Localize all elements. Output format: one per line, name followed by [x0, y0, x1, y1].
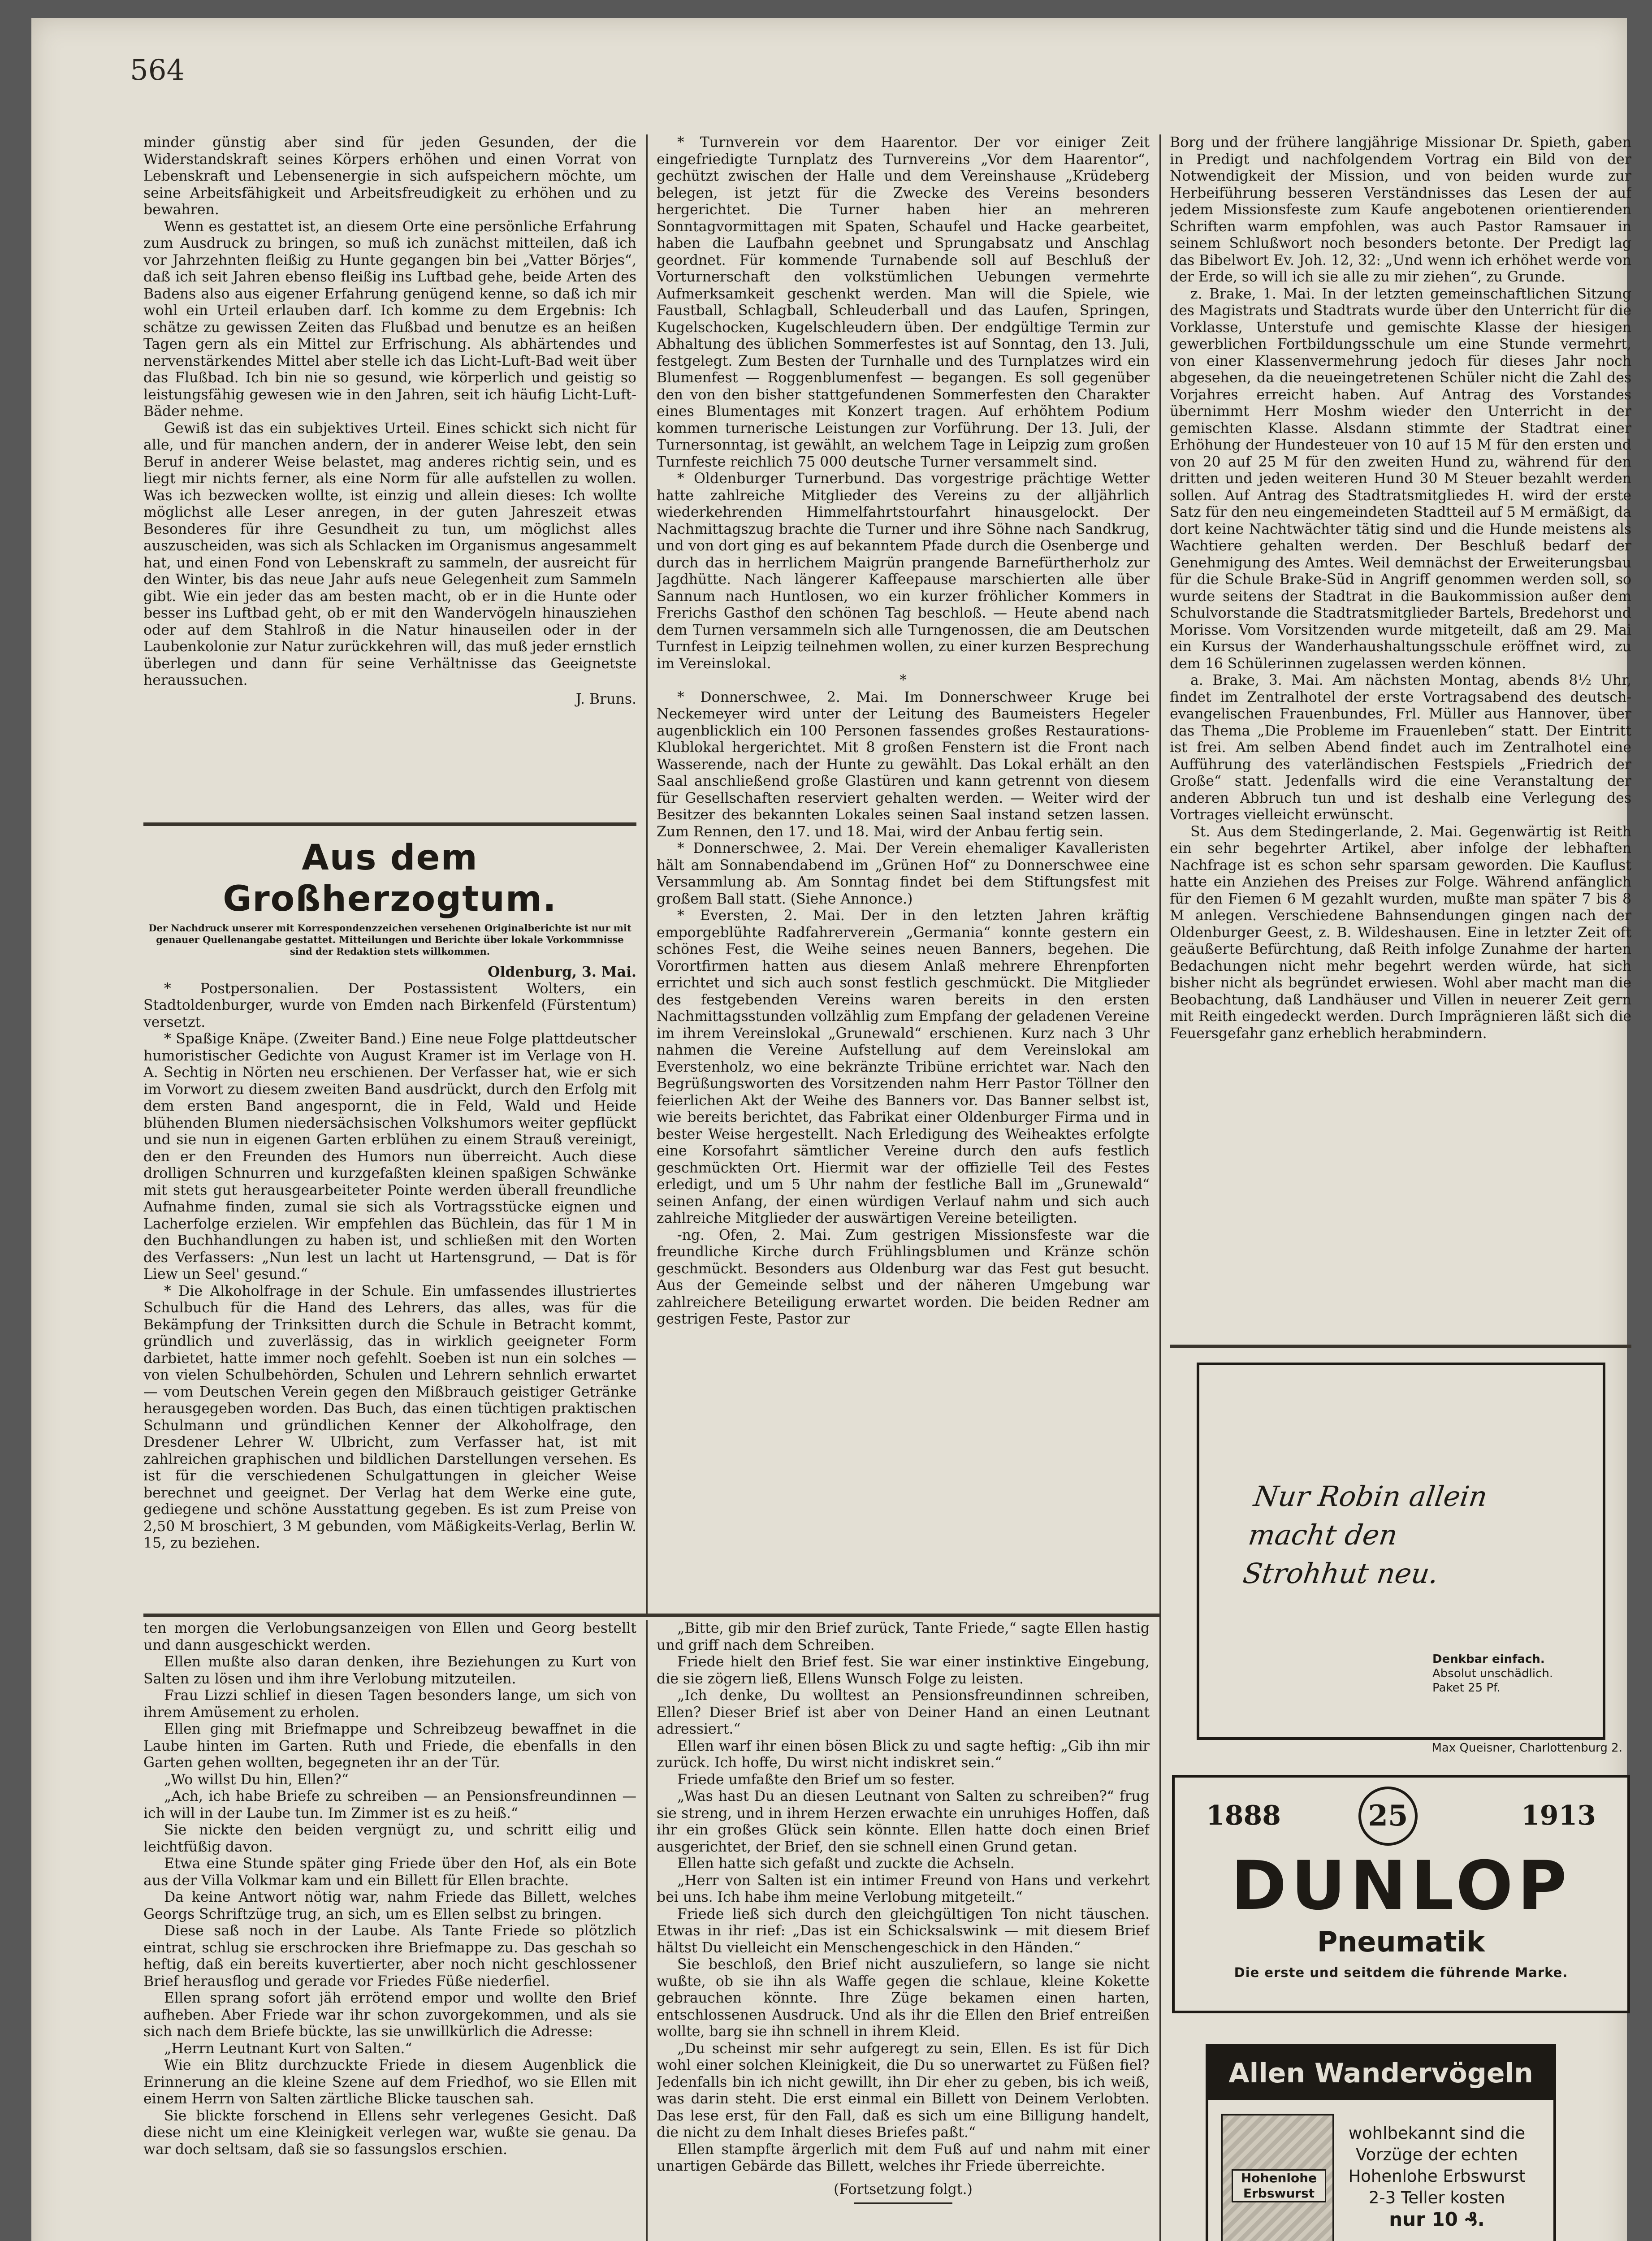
feuilleton-divider [143, 1614, 1159, 1617]
serial-paragraph: Etwa eine Stunde später ging Friede über den Hof, als ein Bote aus der Villa Volkmar kam und ein Billett für Ellen brachte. [143, 1856, 636, 1889]
erbswurst-package-illustration [1221, 2114, 1334, 2241]
serial-paragraph: „Du scheinst mir sehr aufgeregt zu sein, Ellen. Es ist für Dich wohl einer solchen Kleinigkeit, die Du so unerwartet zu Füßen fiel? Jedenfalls bin ich nicht gewillt, ihn Dir eher zu geben, bis ich weiß, was darin steht. Die erst einmal ein Billett von Deinem Verlobten. Das lese erst, für den Fall, daß es sich um eine Billigung handelt, die nicht zu dem Inhalt dieses Briefes paßt.“ [657, 2040, 1150, 2141]
article-paragraph: * Eversten, 2. Mai. Der in den letzten Jahren kräftig emporgeblühte Radfahrerverein „Germania“ konnte gestern ein schönes Fest, die Weihe seines neuen Banners, begehen. Die Vorortfirmen hatten aus diesem Anlaß mehrere Ehrenpforten errichtet und sich auch sonst festlich geschmückt. Die Mitglieder des festgebenden Vereins waren bereits in den ersten Nachmittagsstunden vollzählig zum Empfang der geladenen Vereine im ihrem Vereinslokal „Grunewald“ erschienen. Kurz nach 3 Uhr nahmen die Vereine Aufstellung auf dem Vereinslokal am Everstenholz, wo eine bekränzte Tribüne errichtet war. Nach den Begrüßungsworten des Vorsitzenden nahm Herr Pastor Töllner den feierlichen Akt der Weihe des Banners vor. Das Banner selbst ist, wie bereits berichtet, das Fabrikat einer Oldenburger Firma und in bester Weise hergestellt. Nach Erledigung des Weiheaktes erfolgte eine Korsofahrt sämtlicher Vereine durch den aufs festlich geschmückten Ort. Hiermit war der offizielle Teil des Festes erledigt, und um 5 Uhr nahm der festliche Ball im „Grunewald“ seinen Anfang, der einen würdigen Verlauf nahm und sich auch zahlreiche Mitglieder der auswärtigen Vereine beteiligten. [657, 908, 1150, 1226]
column-1-top [143, 134, 636, 820]
ad-dunlop-product: Pneumatik [1317, 1925, 1485, 1958]
article-paragraph: Borg und der frühere langjährige Missionar Dr. Spieth, gaben in Predigt und nachfolgendem Vortrag ein Bild von der Notwendigkeit der Mission, und von beiden wurde zur Herbeiführung besseren Verständnisses das Lesen der auf jedem Missionsfeste zum Kaufe angebotenen orientierenden Schriften warm empfohlen, was auch Pastor Ramsauer in seinem Schlußwort noch besonders betonte. Der Predigt lag das Bibelwort Ev. Joh. 12, 32: „Und wenn ich erhöhet werde von der Erde, so will ich sie alle zu mir ziehen“, zu Grunde. [1170, 134, 1631, 285]
serial-paragraph: „Herrn Leutnant Kurt von Salten.“ [164, 2040, 412, 2057]
serial-paragraph: ten morgen die Verlobungsanzeigen von Ellen und Georg bestellt und dann ausgeschickt werden. [143, 1620, 636, 1653]
article-paragraph: * Postpersonalien. Der Postassistent Wolters, ein Stadtoldenburger, wurde von Emden nach Birkenfeld (Fürstentum) versetzt. [143, 980, 636, 1030]
article-paragraph: z. Brake, 1. Mai. In der letzten gemeinschaftlichen Sitzung des Magistrats und Stadtrats wurde über den Unterricht für die Vorklasse, Unterstufe und gemischte Klasse der hiesigen gewerblichen Fortbildungsschule um eine Stunde vermehrt, von einer Klassenvermehrung jedoch für dieses Jahr noch abgesehen, da die neueingetretenen Schüler nicht die Zahl des Vorjahres erreicht haben. Auf Antrag des Vorstandes übernimmt Herr Moshm wieder den Unterricht in der gemischten Klasse. Alsdann stimmte der Stadtrat einer Erhöhung der Hundesteuer von 10 auf 15 M für den ersten und von 20 auf 25 M für den zweiten Hund zu, während für den dritten und jeden weiteren Hund 30 M Steuer bezahlt werden sollen. Auf Antrag des Stadtratsmitgliedes H. wird der erste Satz für den neu eingemeindeten Stadtteil auf 5 M ermäßigt, da dort keine Nachtwächter tätig sind und die Hunde meistens als Wachtiere gehalten werden. Der Beschluß bedarf der Genehmigung des Amtes. Weil demnächst der Erweiterungsbau für die Schule Brake-Süd in Angriff genommen werden soll, so wurde seitens der Stadtrat in die Baukommission außer dem Schulvorstande die Stadtratsmitglieder Bartels, Bredehorst und Morisse. Vom Vorsitzenden wurde mitgeteilt, daß am 29. Mai ein Kursus der Wanderhaushaltungsschule eröffnet wird, zu dem 16 Schülerinnen zugelassen werden können. [1170, 286, 1631, 672]
article-paragraph: Wenn es gestattet ist, an diesem Orte eine persönliche Erfahrung zum Ausdruck zu bringen, so muß ich zunächst mitteilen, daß ich vor Jahrzehnten fleißig zu Hunte gegangen bin bei „Vatter Börjes“, daß ich seit Jahren ebenso fleißig ins Luftbad gehe, beide Arten des Badens also aus eigener Erfahrung genügend kenne, so daß ich mir wohl ein Urteil erlauben darf. Ich komme zu dem Ergebnis: Ich schätze zu gewissen Zeiten das Flußbad und benutze es an heißen Tagen gern als ein Mittel zur Erfrischung. Als abhärtendes und nervenstärkendes Mittel aber stelle ich das Licht-Luft-Bad weit über das Flußbad. Ich bin nie so gesund, wie körperlich und geistig so leistungsfähig gewesen wie in den Jahren, seit ich häufig Licht-Luft-Bäder nehme. [143, 218, 636, 420]
ad-robin-footer: Max Queisner, Charlottenburg 2. [1431, 1741, 1622, 1755]
column-1-section [143, 829, 636, 1600]
ad-dunlop-tagline: Die erste und seitdem die führende Marke. [1234, 1965, 1568, 1980]
ad-wandervoegel-line1: wohlbekannt sind die [1348, 2124, 1526, 2143]
serial-paragraph: Ellen hatte sich gefaßt und zuckte die Achseln. [677, 1856, 1015, 1872]
serial-paragraph: Ellen mußte also daran denken, ihre Beziehungen zu Kurt von Salten zu lösen und ihm ihre Verlobung mitzuteilen. [143, 1654, 636, 1687]
serial-paragraph: Sie blickte forschend in Ellens sehr verlegenes Gesicht. Daß diese nicht um eine Kleinigkeit verlegen war, wußte sie genau. Da war doch seltsam, daß sie so fassungslos erschien. [143, 2107, 636, 2158]
article-paragraph: * Die Alkoholfrage in der Schule. Ein umfassendes illustriertes Schulbuch für die Hand des Lehrers, das alles, was für die Bekämpfung der Trinksitten durch die Schule in Betracht kommt, gründlich und zuverlässig, das in wirklich geeigneter Form darbietet, hatte immer noch gefehlt. Soeben ist nun ein solches — von vielen Schulbehörden, Schulen und Lehrern sehnlich erwartet — vom Deutschen Verein gegen den Mißbrauch geistiger Getränke herausgegeben worden. Das Buch, das einen tüchtigen praktischen Schulmann und gründlichen Kenner der Alkoholfrage, den Dresdener Lehrer W. Ulbricht, zum Verfasser hat, ist mit zahlreichen graphischen und bildlichen Darstellungen versehen. Es ist für die verschiedenen Schulgattungen in gleicher Weise berechnet und geeignet. Der Verlag hat dem Werke eine gute, gediegene und schöne Ausstattung gegeben. Es ist zum Preise von 2,50 M broschiert, 3 M gebunden, vom Mäßigkeits-Verlag, Berlin W. 15, zu beziehen. [143, 1283, 636, 1551]
newspaper-page [31, 18, 1631, 2241]
continued-note: (Fortsetzung folgt.) [834, 2181, 973, 2198]
serial-paragraph: Sie beschloß, den Brief nicht auszuliefern, so lange sie nicht wußte, ob sie ihn als Waffe gegen die schlaue, kleine Kokette gebrauchen könnte. Ihre Züge bekamen einen harten, entschlossenen Ausdruck. Und als ihr die Ellen den Brief entreißen wollte, barg sie ihn schnell in ihrem Kleid. [657, 1956, 1150, 2040]
serial-paragraph: „Ach, ich habe Briefe zu schreiben — an Pensionsfreundinnen — ich will in der Laube tun. Im Zimmer ist es zu heiß.“ [143, 1788, 636, 1821]
section-subtitle: Der Nachdruck unserer mit Korrespondenzzeichen versehenen Originalberichte ist nur mit genauer Quellenangabe gestattet. Mitteilungen und Berichte über lokale Vorkommnisse sind der Redaktion stets willkommen. [148, 922, 631, 957]
ad-robin-line1: Nur Robin allein [1252, 1480, 1490, 1513]
serial-paragraph: Friede umfaßte den Brief um so fester. [677, 1771, 955, 1788]
serial-paragraph: Friede ließ sich durch den gleichgültigen Ton nicht täuschen. Etwas in ihr rief: „Das ist ein Schicksalswink — mit diesem Brief hältst Du vielleicht ein Menschengeschick in den Händen.“ [657, 1906, 1150, 1956]
ad-robin-small3: Paket 25 Pf. [1432, 1681, 1501, 1695]
serial-paragraph: „Wo willst Du hin, Ellen?“ [164, 1771, 349, 1788]
ad-dunlop-year-left: 1888 [1206, 1800, 1281, 1831]
ad-robin-details [1432, 1652, 1580, 1695]
article-paragraph: * Turnverein vor dem Haarentor. Der vor einiger Zeit eingefriedigte Turnplatz des Turnvereins „Vor dem Haarentor“, gechützt zwischen der Halle und dem Vereinshause „Krüdeberg belegen, ist jetzt für die Zwecke des Vereins besonders hergerichtet. Die Turner haben hier an mehreren Sonntagvormittagen mit Spaten, Schaufel und Hacke gearbeitet, haben die Laufbahn geebnet und Sprungabsatz und Anschlag geordnet. Für kommende Turnabende soll auf Beschluß der Vorturnerschaft den volkstümlichen Uebungen vermehrte Aufmerksamkeit geschenkt werden. Man will die Spiele, wie Faustball, Schlagball, Schleuderball und das Laufen, Springen, Kugelschocken, Kugelschleudern üben. Der endgültige Termin zur Abhaltung des üblichen Sommerfestes ist auf Sonntag, den 13. Juli, festgelegt. Zum Besten der Turnhalle und des Turnplatzes wird ein Blumenfest — Roggenblumenfest — begangen. Es soll gegenüber den von den bisher stattgefundenen Sommerfesten den Charakter eines Blumentages mit Konzert tragen. Auf erhöhtem Podium kommen turnerische Leistungen zur Vorführung. Der 13. Juli, der Turnersonntag, ist gewählt, an welchem Tage in Leipzig zum großen Turnfeste reichlich 75 000 deutsche Turner versammelt sind. [657, 134, 1150, 470]
feuilleton-column-1 [143, 1620, 636, 2241]
article-paragraph: -ng. Ofen, 2. Mai. Zum gestrigen Missionsfeste war die freundliche Kirche durch Frühlingsblumen und Kränze schön geschmückt. Besonders aus Oldenburg war das Fest gut besucht. Aus der Gemeinde selbst und der näheren Umgebung war zahlreichere Beteiligung erwartet worden. Die beiden Redner am gestrigen Feste, Pastor zur [657, 1227, 1150, 1327]
serial-paragraph: Diese saß noch in der Laube. Als Tante Friede so plötzlich eintrat, schlug sie erschrocken ihre Briefmappe zu. Das geschah so heftig, daß ein bereits kuvertierter, aber noch nicht geschlossener Brief herausflog und gerade vor Friedes Füße niederfiel. [143, 1923, 636, 1990]
serial-paragraph: Frau Lizzi schlief in diesen Tagen besonders lange, um sich von ihrem Amüsement zu erholen. [143, 1687, 636, 1721]
article-paragraph: * Oldenburger Turnerbund. Das vorgestrige prächtige Wetter hatte zahlreiche Mitglieder des Vereins zu der alljährlich wiederkehrenden Himmelfahrtstourfahrt hinausgelockt. Der Nachmittagszug brachte die Turner und ihre Söhne nach Sandkrug, und von dort ging es auf bekanntem Pfade durch die Osenberge und durch das in herrlichem Maigrün prangende Barnefürtherholz zur Jagdhütte. Nach längerer Kaffeepause marschierten alle über Sannum nach Huntlosen, wo ein kurzer fröhlicher Kommers in Frerichs Gasthof den schönen Tag beschloß. — Heute abend nach dem Turnen versammeln sich alle Turngenossen, die am Deutschen Turnfest in Leipzig teilnehmen wollen, zu einer kurzen Besprechung im Vereinslokal. [657, 471, 1150, 672]
serial-paragraph: Friede hielt den Brief fest. Sie war einer instinktive Eingebung, die sie zögern ließ, Ellens Wunsch Folge zu leisten. [657, 1654, 1150, 1687]
article-paragraph: Gewiß ist das ein subjektives Urteil. Eines schickt sich nicht für alle, und für manchen andern, der in anderer Weise lebt, den sein Beruf in anderer Weise belastet, mag anderes richtig sein, und es liegt mir nichts ferner, als eine Norm für alle aufstellen zu wollen. Was ich bezwecken wollte, ist einzig und allein dieses: Ich wollte möglichst alle Leser anregen, in der guten Jahreszeit etwas Besonderes für ihre Gesundheit zu tun, um möglichst alles auszuscheiden, was sich als Schlacken im Organismus angesammelt hat, und einen Fond von Lebenskraft zu sammeln, der ausreicht für den Winter, bis das neue Jahr aufs neue Gelegenheit zum Sammeln gibt. Wie ein jeder das am besten macht, ob er in die Hunte oder besser ins Luftbad geht, ob er mit den Wandervögeln hinausziehen oder auf dem Stahlroß in die Natur hinauseilen oder in der Laubenkolonie zur Natur zurückkehren will, das muß jeder ernstlich überlegen und dann für seine Verhältnisse das Geeignetste heraussuchen. [143, 420, 636, 688]
ad-wandervoegel-line2: Vorzüge der echten [1356, 2145, 1518, 2164]
serial-paragraph: „Herr von Salten ist ein intimer Freund von Hans und verkehrt bei uns. Ich habe ihm meine Verlobung mitgeteilt.“ [657, 1872, 1150, 1905]
serial-paragraph: „Was hast Du an diesen Leutnant von Salten zu schreiben?“ frug sie streng, und in ihrem Herzen erwachte ein unruhiges Hoffen, daß ihr ein großes Glück sein könnte. Ellen hatte doch einen Brief ausgerichtet, der Brief, den sie schnell einen Grund getan. [657, 1788, 1150, 1855]
article-paragraph: * Donnerschwee, 2. Mai. Der Verein ehemaliger Kavalleristen hält am Sonnabendabend im „Grünen Hof“ zu Donnerschwee eine Versammlung ab. Am Sonntag findet bei dem Stiftungsfest mit großem Ball statt. (Siehe Annonce.) [657, 840, 1150, 907]
page-number: 564 [130, 54, 185, 87]
ad-robin-small2: Absolut unschädlich. [1432, 1667, 1553, 1680]
serial-paragraph: Ellen warf ihr einen bösen Blick zu und sagte heftig: „Gib ihn mir zurück. Ich hoffe, Du wirst nicht indiskret sein.“ [657, 1738, 1150, 1771]
article-paragraph: * Spaßige Knäpe. (Zweiter Band.) Eine neue Folge plattdeutscher humoristischer Gedichte von August Kramer ist im Verlage von H. A. Sechtig in Nörten neu erschienen. Der Verfasser hat, wie er sich im Vorwort zu diesem zweiten Band ausdrückt, durch den Erfolg mit dem ersten Band angespornt, die in Feld, Wald und Heide blühenden Blumen niedersächsischen Volkshumors weiter gepflückt und sie nun in eigenen Garten erblühen zu einem Strauß vereinigt, den er den Freunden des Humors nun überreicht. Auch diese drolligen Schnurren und kurzgefaßten kleinen spaßigen Schwänke mit stets gut herausgearbeiteter Pointe werden überall freundliche Aufnahme finden, zumal sie sich als Vortragsstücke eignen und Lacherfolge erzielen. Wir empfehlen das Büchlein, das für 1 M in den Buchhandlungen zu haben ist, und schließen mit den Worten des Verfassers: „Nun lest un lacht ut Hartensgrund, — Dat is för Liew un Seel' gesund.“ [143, 1031, 636, 1282]
ad-robin-slogan [1241, 1477, 1508, 1593]
dateline: Oldenburg, 3. Mai. [488, 964, 636, 980]
ad-wandervoegel-title: Allen Wandervögeln [1208, 2046, 1553, 2100]
ad-wandervoegel [1206, 2044, 1556, 2241]
feuilleton-column-2 [657, 1620, 1150, 2241]
separator-asterisk: * [900, 672, 907, 688]
ad-divider [1170, 1345, 1631, 1348]
column-rule [646, 134, 648, 1614]
column-3-top [1170, 134, 1631, 1340]
article-paragraph: St. Aus dem Stedingerlande, 2. Mai. Gegenwärtig ist Reith ein sehr begehrter Artikel, aber infolge der lebhaften Nachfrage ist es schon sehr sparsam geworden. Die Kauflust hatte ein Anziehen des Preises zur Folge. Während anfänglich für den Fiemen 6 M gezahlt wurden, mußte man später 7 bis 8 M anlegen. Verschiedene Bahnsendungen gingen nach der Oldenburger Geest, z. B. Wildeshausen. Eine in letzter Zeit oft geäußerte Befürchtung, daß Reith infolge Zunahme der harten Bedachungen nicht mehr begehrt werden würde, hat sich bisher nicht als begründet erwiesen. Wohl aber macht man die Beobachtung, daß Landhäuser und Villen in neuerer Zeit gern mit Reith eingedeckt werden. Durch Imprägnieren läßt sich die Feuersgefahr ganz erheblich herabmindern. [1170, 823, 1631, 1042]
ad-dunlop-brand: DUNLOP [1231, 1847, 1571, 1925]
ad-wandervoegel-line4: 2-3 Teller kosten [1368, 2188, 1505, 2207]
section-title: Aus dem Großherzogtum. [223, 838, 557, 919]
ad-robin-small1: Denkbar einfach. [1432, 1653, 1545, 1666]
author-signature: J. Bruns. [575, 691, 636, 707]
serial-paragraph: „Ich denke, Du wolltest an Pensionsfreundinnen schreiben, Ellen? Dieser Brief ist aber von Deiner Hand an einen Leutnant adressiert.“ [657, 1687, 1150, 1737]
column-rule [646, 1620, 648, 2241]
ad-dunlop-year-right: 1913 [1521, 1800, 1596, 1831]
column-rule [1159, 134, 1161, 2241]
ad-wandervoegel-line3: Hohenlohe Erbswurst [1348, 2167, 1526, 2186]
serial-paragraph: Ellen stampfte ärgerlich mit dem Fuß auf und nahm mit einer unartigen Gebärde das Billett, welches ihr Friede überreichte. [657, 2141, 1150, 2174]
serial-paragraph: Da keine Antwort nötig war, nahm Friede das Billett, welches Georgs Schriftzüge trug, an sich, um es Ellen selbst zu bringen. [143, 1889, 636, 1922]
article-paragraph: a. Brake, 3. Mai. Am nächsten Montag, abends 8½ Uhr, findet im Zentralhotel der erste Vortragsabend des deutsch-evangelischen Frauenbundes, Frl. Müller aus Hannover, über das Thema „Die Probleme im Frauenleben“ statt. Der Eintritt ist frei. Am selben Abend findet auch im Zentralhotel eine Aufführung des vaterländischen Festspiels „Friedrich der Große“ statt. Jedenfalls wird die eine Veranstaltung der anderen Abbruch tun und ist deshalb eine Verlegung des Vortrages vielleicht erwünscht. [1170, 672, 1631, 823]
serial-paragraph: Ellen sprang sofort jäh errötend empor und wollte den Brief aufheben. Aber Friede war ihr schon zuvorgekommen, und als sie sich nach dem Briefe bückte, las sie unwillkürlich die Adresse: [143, 1990, 636, 2040]
column-2-top [657, 134, 1150, 1614]
serial-paragraph: Sie nickte den beiden vergnügt zu, und schritt eilig und leichtfüßig davon. [143, 1822, 636, 1855]
erbswurst-package-label: Hohenlohe Erbswurst [1232, 2169, 1326, 2202]
ad-wandervoegel-text [1343, 2123, 1531, 2230]
article-paragraph: minder günstig aber sind für jeden Gesunden, der die Widerstandskraft seines Körpers erhöhen und einen Vorrat von Lebenskraft und Lebensenergie in sich aufspeichern möchte, um seine Arbeitsfähigkeit und Arbeitsfreudigkeit zu erhöhen und zu bewahren. [143, 134, 636, 218]
ad-robin [1197, 1363, 1605, 1740]
section-divider [143, 822, 636, 826]
article-paragraph: * Donnerschwee, 2. Mai. Im Donnerschweer Kruge bei Neckemeyer wird unter der Leitung des Baumeisters Hegeler augenblicklich ein 100 Personen fassendes großes Restaurations-Klublokal hergerichtet. Mit 8 großen Fenstern ist die Front nach Wasserende, nach der Hunte zu gewählt. Das Lokal erhält an den Saal anschließend große Glastüren und kann getrennt von diesem für Gesellschaften reserviert gehalten werden. — Weiter wird der Besitzer des bekannten Lokales seinen Saal instand setzen lassen. Zum Rennen, den 17. und 18. Mai, wird der Anbau fertig sein. [657, 689, 1150, 840]
ad-dunlop [1172, 1775, 1630, 2013]
ad-robin-line2: macht den Strohhut neu. [1241, 1519, 1441, 1590]
serial-paragraph: Wie ein Blitz durchzuckte Friede in diesem Augenblick die Erinnerung an die kleine Szene auf dem Friedhof, wo sie Ellen mit einem Herrn von Salten zärtliche Blicke tauschen sah. [143, 2057, 636, 2107]
serial-paragraph: Ellen ging mit Briefmappe und Schreibzeug bewaffnet in die Laube hinten im Garten. Ruth und Friede, die ebenfalls in den Garten gehen wollten, begegneten ihr an der Tür. [143, 1721, 636, 1771]
serial-paragraph: „Bitte, gib mir den Brief zurück, Tante Friede,“ sagte Ellen hastig und griff nach dem Schreiben. [657, 1620, 1150, 1653]
ad-wandervoegel-price: nur 10 ₰. [1389, 2208, 1485, 2230]
ad-dunlop-anniversary: 25 [1358, 1787, 1418, 1846]
end-rule [854, 2202, 952, 2204]
